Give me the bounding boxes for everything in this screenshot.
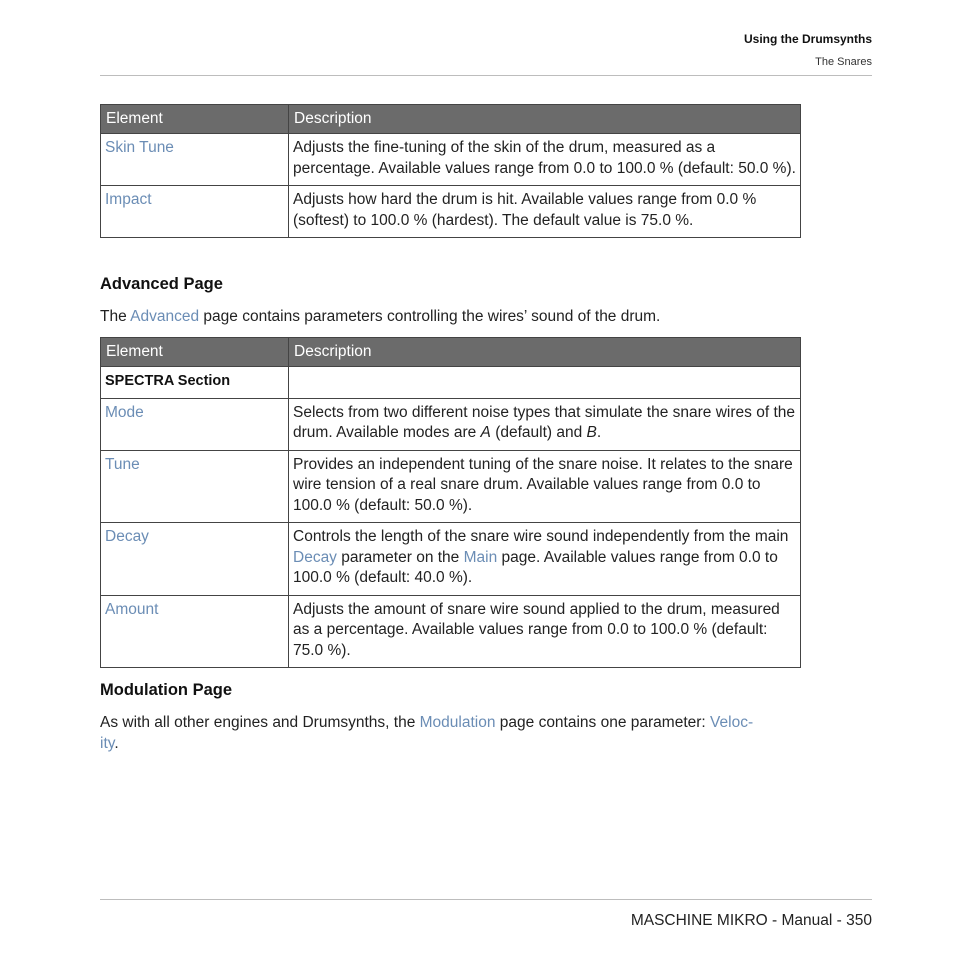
table-row	[101, 450, 801, 523]
param-skin-tune-link[interactable]: Skin Tune	[101, 134, 289, 186]
modulation-page-text	[100, 712, 800, 754]
advanced-page-intro	[100, 306, 800, 327]
parameters-table-main	[100, 104, 801, 238]
mode-value-b: B	[586, 424, 597, 441]
desc-text: Selects from two different noise types that simulate the snare wires of the drum. Available modes are	[293, 403, 795, 441]
param-description	[289, 523, 801, 596]
param-description: Provides an independent tuning of the snare noise. It relates to the snare wire tension of a real snare drum. Available values range from 0.0 to 100.0 % (default: 50.0 %).	[289, 450, 801, 523]
page-footer: MASCHINE MIKRO - Manual - 350	[630, 912, 872, 929]
table-header-row	[101, 105, 801, 134]
intro-text: The	[100, 308, 131, 325]
body-text: As with all other engines and Drumsynths, the	[100, 714, 420, 731]
table-row	[101, 398, 801, 450]
column-header-description: Description	[289, 338, 801, 367]
body-text: page contains one parameter:	[495, 714, 711, 731]
velocity-link[interactable]: Veloc-	[710, 714, 754, 731]
spectra-section-label: SPECTRA Section	[101, 367, 289, 399]
param-description	[289, 398, 801, 450]
desc-text: Controls the length of the snare wire sound independently from the main	[293, 528, 789, 545]
velocity-link[interactable]: ity	[100, 735, 115, 752]
column-header-description: Description	[289, 105, 801, 134]
desc-text: (default) and	[490, 424, 587, 441]
table-header-row	[101, 338, 801, 367]
empty-cell	[289, 367, 801, 399]
param-tune-link[interactable]: Tune	[101, 450, 289, 523]
parameters-table-advanced	[100, 337, 801, 668]
body-text: .	[114, 735, 119, 752]
modulation-page-heading: Modulation Page	[100, 681, 232, 699]
advanced-link[interactable]: Advanced	[130, 308, 200, 325]
table-row	[101, 134, 801, 186]
column-header-element: Element	[101, 338, 289, 367]
column-header-element: Element	[101, 105, 289, 134]
modulation-link[interactable]: Modulation	[419, 714, 496, 731]
desc-text: parameter on the	[336, 548, 464, 566]
param-description: Adjusts the fine-tuning of the skin of the drum, measured as a percentage. Available values range from 0.0 to 100.0 % (default: 50.0 %).	[289, 134, 801, 186]
table-row	[101, 595, 801, 668]
param-amount-link[interactable]: Amount	[101, 595, 289, 668]
table-section-row	[101, 367, 801, 399]
table-row	[101, 523, 801, 596]
table-row	[101, 186, 801, 238]
running-header-section: The Snares	[815, 56, 872, 68]
header-divider	[100, 75, 872, 76]
desc-text: .	[596, 424, 602, 441]
decay-link[interactable]: Decay	[293, 548, 337, 566]
param-mode-link[interactable]: Mode	[101, 398, 289, 450]
param-description: Adjusts the amount of snare wire sound applied to the drum, measured as a percentage. Available values range from 0.0 to 100.0 % (default: 75.0 %).	[289, 595, 801, 668]
footer-divider	[100, 899, 872, 900]
param-description: Adjusts how hard the drum is hit. Available values range from 0.0 % (softest) to 100.0 % (hardest). The default value is 75.0 %.	[289, 186, 801, 238]
param-impact-link[interactable]: Impact	[101, 186, 289, 238]
intro-text: page contains parameters controlling the wires’ sound of the drum.	[199, 308, 661, 325]
advanced-page-heading: Advanced Page	[100, 275, 223, 293]
desc-text: page. Available values range from 0.0 to 100.0 % (default: 40.0 %).	[293, 548, 778, 586]
running-header-chapter: Using the Drumsynths	[743, 32, 872, 46]
param-decay-link[interactable]: Decay	[101, 523, 289, 596]
main-page-link[interactable]: Main	[463, 548, 498, 566]
mode-value-a: A	[480, 424, 491, 441]
